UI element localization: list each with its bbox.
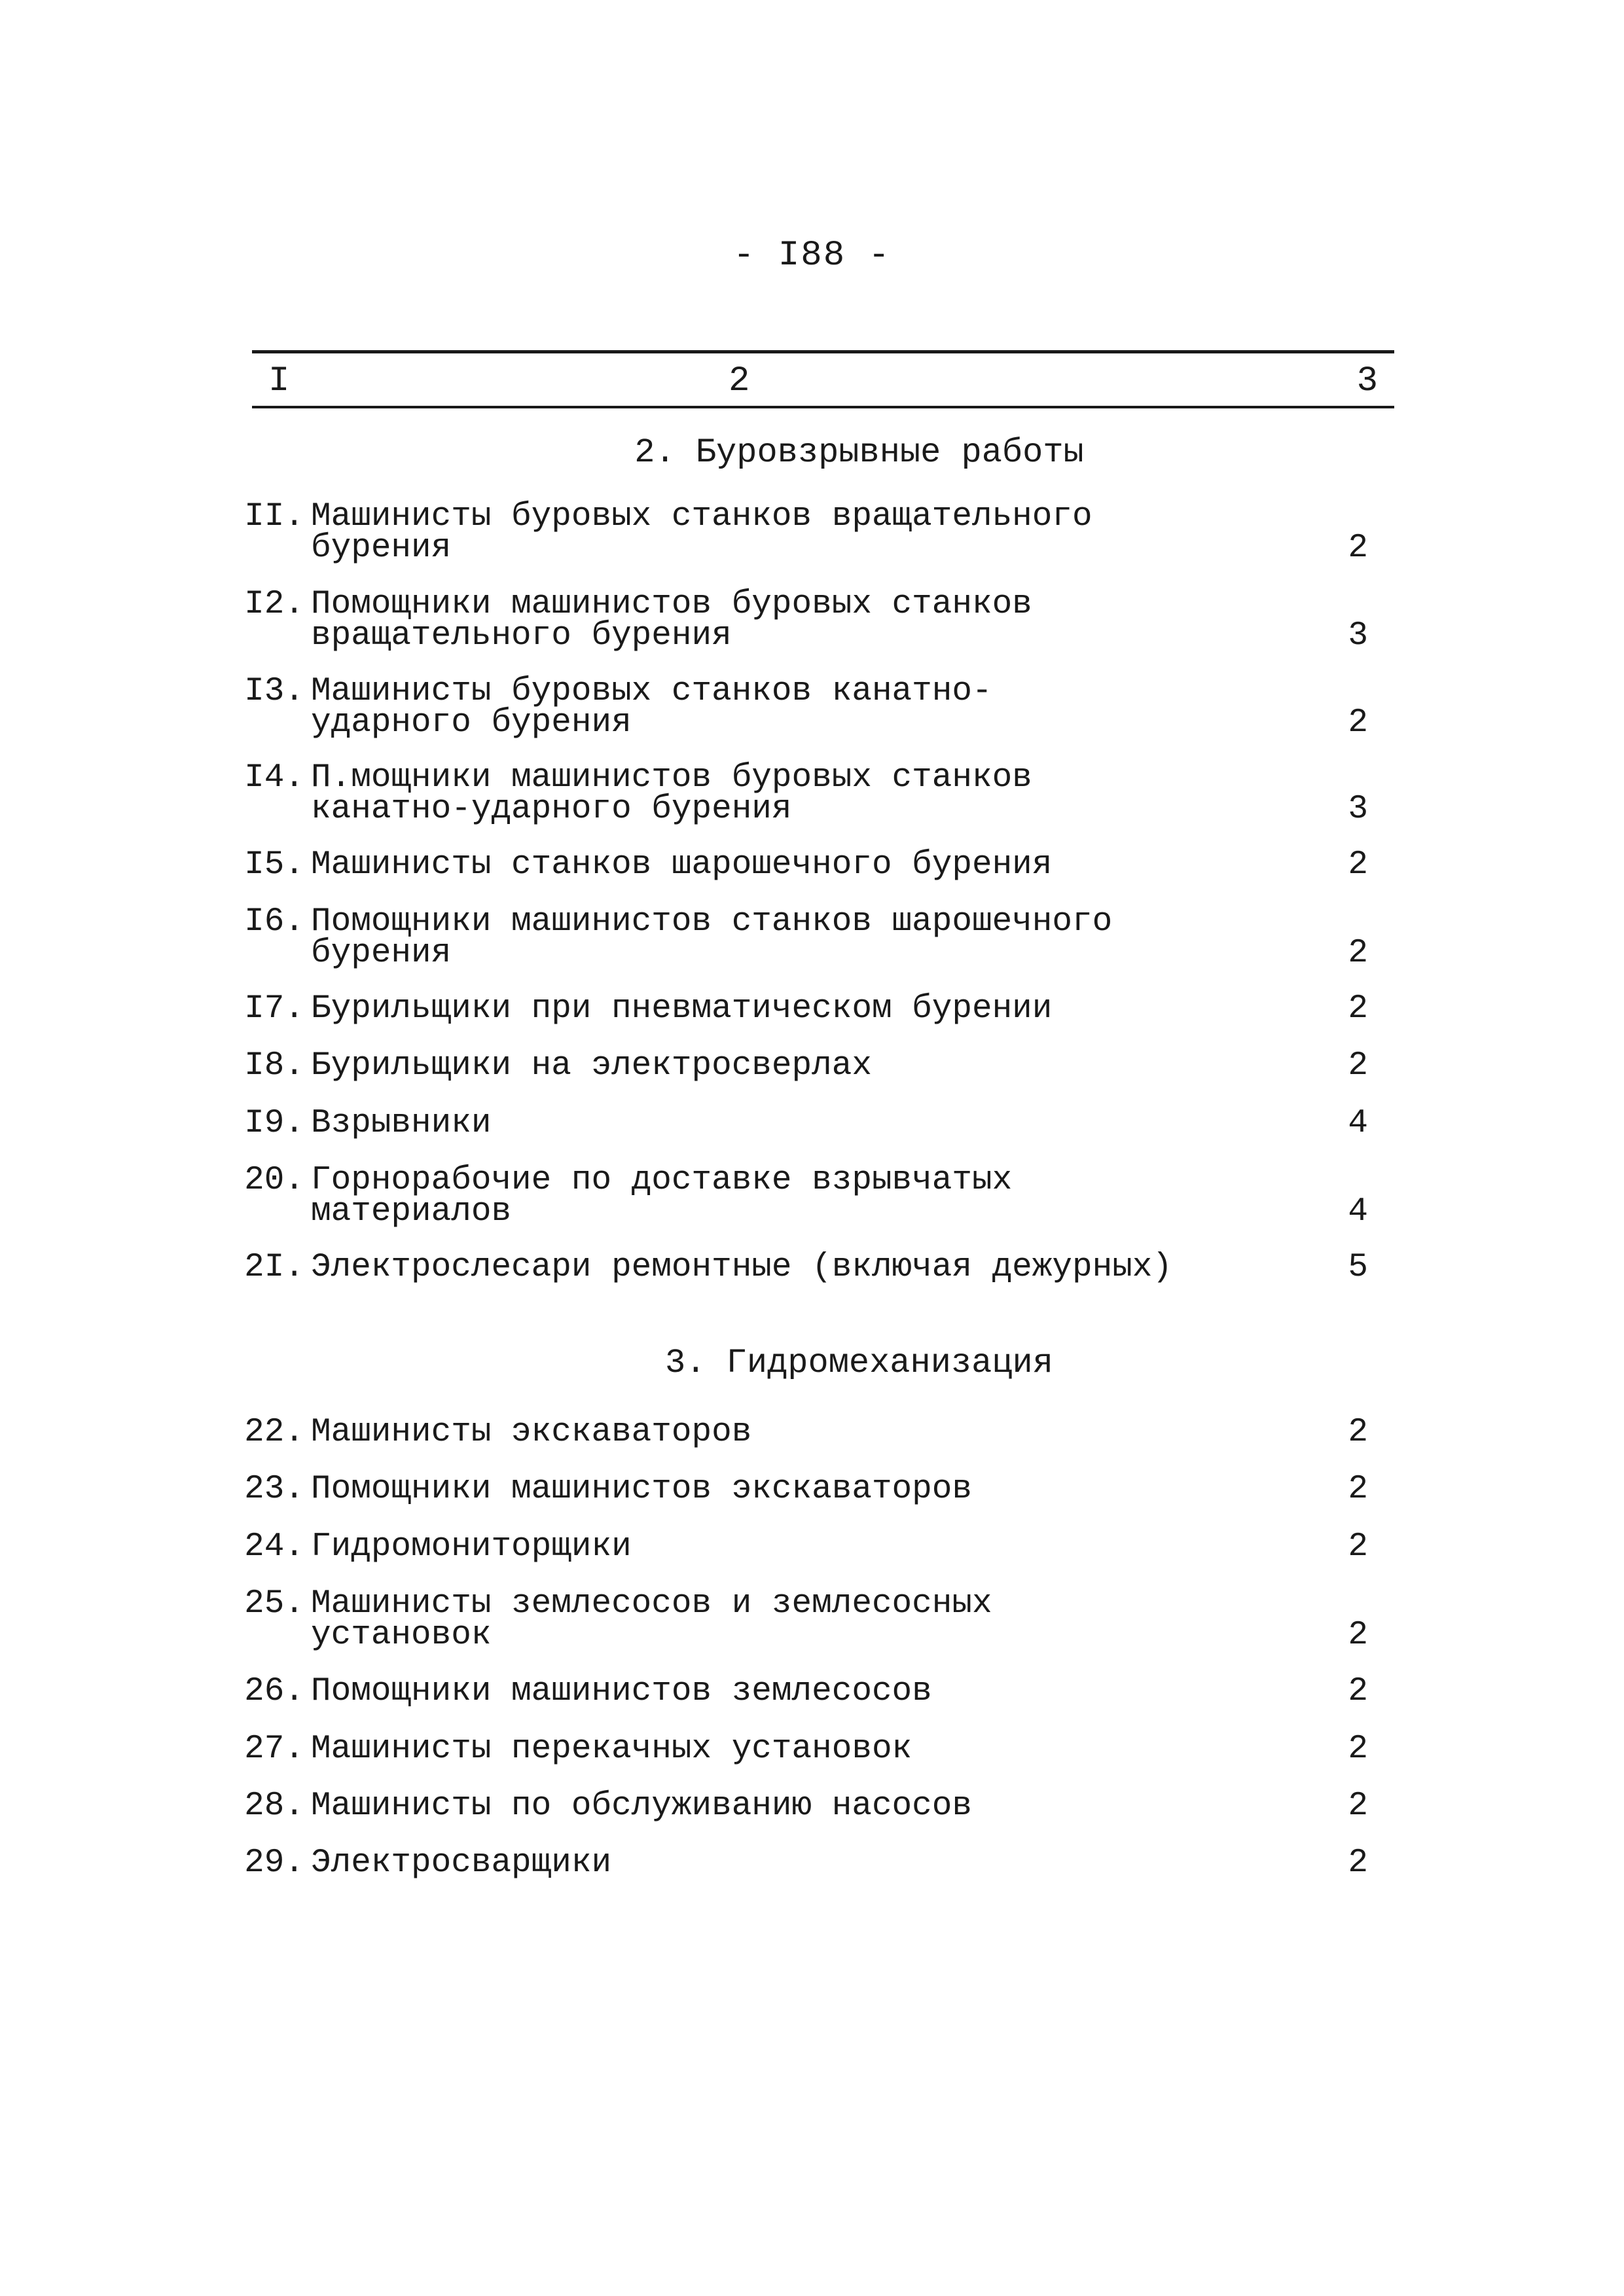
- table-row: [244, 1844, 1394, 1882]
- row-occupation: Электросварщики: [311, 1844, 612, 1882]
- table-row: [244, 990, 1394, 1028]
- table-row: [244, 1787, 1394, 1825]
- row-occupation: Горнорабочие по доставке взрывчатых материалов: [311, 1162, 1013, 1230]
- row-value: 2: [1348, 704, 1368, 742]
- row-occupation: Машинисты экскаваторов: [311, 1414, 752, 1451]
- page-number: - I88 -: [733, 236, 891, 276]
- row-occupation: Машинисты землесосов и землесосных установок: [311, 1585, 992, 1654]
- row-number: I2.: [244, 586, 304, 623]
- row-value: 2: [1348, 1844, 1368, 1882]
- row-occupation: Машинисты по обслуживанию насосов: [311, 1787, 972, 1825]
- row-value: 2: [1348, 1471, 1368, 1508]
- row-occupation: Машинисты буровых станков канатно- ударного бурения: [311, 673, 992, 742]
- row-value: 4: [1348, 1105, 1368, 1142]
- table-row: [244, 1162, 1394, 1230]
- table-row: [244, 903, 1394, 972]
- row-number: I9.: [244, 1105, 304, 1142]
- row-occupation: Машинисты перекачных установок: [311, 1731, 912, 1768]
- row-occupation: Гидромониторщики: [311, 1528, 632, 1566]
- row-occupation: Машинисты буровых станков вращательного бурения: [311, 498, 1092, 567]
- section-title: 3. Гидромеханизация: [665, 1344, 1053, 1382]
- column-header-3: 3: [1356, 361, 1378, 401]
- row-number: I7.: [244, 990, 304, 1028]
- row-value: 2: [1348, 1673, 1368, 1710]
- row-value: 2: [1348, 1047, 1368, 1085]
- table-row: [244, 1673, 1394, 1710]
- row-value: 2: [1348, 1787, 1368, 1825]
- table-row: [244, 759, 1394, 828]
- row-value: 4: [1348, 1193, 1368, 1230]
- row-number: I8.: [244, 1047, 304, 1085]
- table-row: [244, 1731, 1394, 1768]
- table-row: [244, 586, 1394, 655]
- row-number: 29.: [244, 1844, 304, 1882]
- row-occupation: Помощники машинистов землесосов: [311, 1673, 932, 1710]
- row-number: 28.: [244, 1787, 304, 1825]
- table-row: [244, 1047, 1394, 1085]
- row-number: I3.: [244, 673, 304, 710]
- column-header-1: I: [268, 361, 290, 401]
- row-number: 24.: [244, 1528, 304, 1566]
- table-row: [244, 1528, 1394, 1566]
- row-number: II.: [244, 498, 304, 535]
- row-occupation: Помощники машинистов буровых станков вращательного бурения: [311, 586, 1032, 655]
- table-row: [244, 1471, 1394, 1508]
- row-occupation: Помощники машинистов станков шарошечного бурения: [311, 903, 1113, 972]
- row-number: 2I.: [244, 1249, 304, 1286]
- row-occupation: Бурильщики на электросверлах: [311, 1047, 872, 1085]
- row-number: 20.: [244, 1162, 304, 1199]
- column-header-2: 2: [729, 361, 750, 401]
- section-title: 2. Буровзрывные работы: [634, 433, 1084, 472]
- row-number: 27.: [244, 1731, 304, 1768]
- row-number: 22.: [244, 1414, 304, 1451]
- table-row: [244, 498, 1394, 567]
- row-value: 2: [1348, 1617, 1368, 1654]
- row-number: 26.: [244, 1673, 304, 1710]
- row-value: 2: [1348, 1528, 1368, 1566]
- row-value: 3: [1348, 617, 1368, 655]
- staffing-table: [244, 350, 1394, 1882]
- row-occupation: П.мощники машинистов буровых станков канатно-ударного бурения: [311, 759, 1032, 828]
- table-row: [244, 673, 1394, 742]
- row-value: 5: [1348, 1249, 1368, 1286]
- row-number: I4.: [244, 759, 304, 797]
- row-value: 2: [1348, 846, 1368, 884]
- row-value: 2: [1348, 990, 1368, 1028]
- table-row: [244, 846, 1394, 884]
- table-row: [244, 1585, 1394, 1654]
- row-value: 2: [1348, 1731, 1368, 1768]
- row-occupation: Бурильщики при пневматическом бурении: [311, 990, 1053, 1028]
- row-occupation: Взрывники: [311, 1105, 492, 1142]
- row-value: 2: [1348, 935, 1368, 972]
- table-header-row: [252, 353, 1394, 406]
- table-row: [244, 1414, 1394, 1451]
- table-row: [244, 1105, 1394, 1142]
- row-value: 2: [1348, 529, 1368, 567]
- table-header-rule: [252, 406, 1394, 408]
- table-row: [244, 1249, 1394, 1286]
- row-number: 23.: [244, 1471, 304, 1508]
- row-number: 25.: [244, 1585, 304, 1623]
- row-value: 3: [1348, 791, 1368, 828]
- row-number: I6.: [244, 903, 304, 941]
- row-occupation: Помощники машинистов экскаваторов: [311, 1471, 972, 1508]
- row-occupation: Электрослесари ремонтные (включая дежурных): [311, 1249, 1173, 1286]
- row-number: I5.: [244, 846, 304, 884]
- row-value: 2: [1348, 1414, 1368, 1451]
- row-occupation: Машинисты станков шарошечного бурения: [311, 846, 1053, 884]
